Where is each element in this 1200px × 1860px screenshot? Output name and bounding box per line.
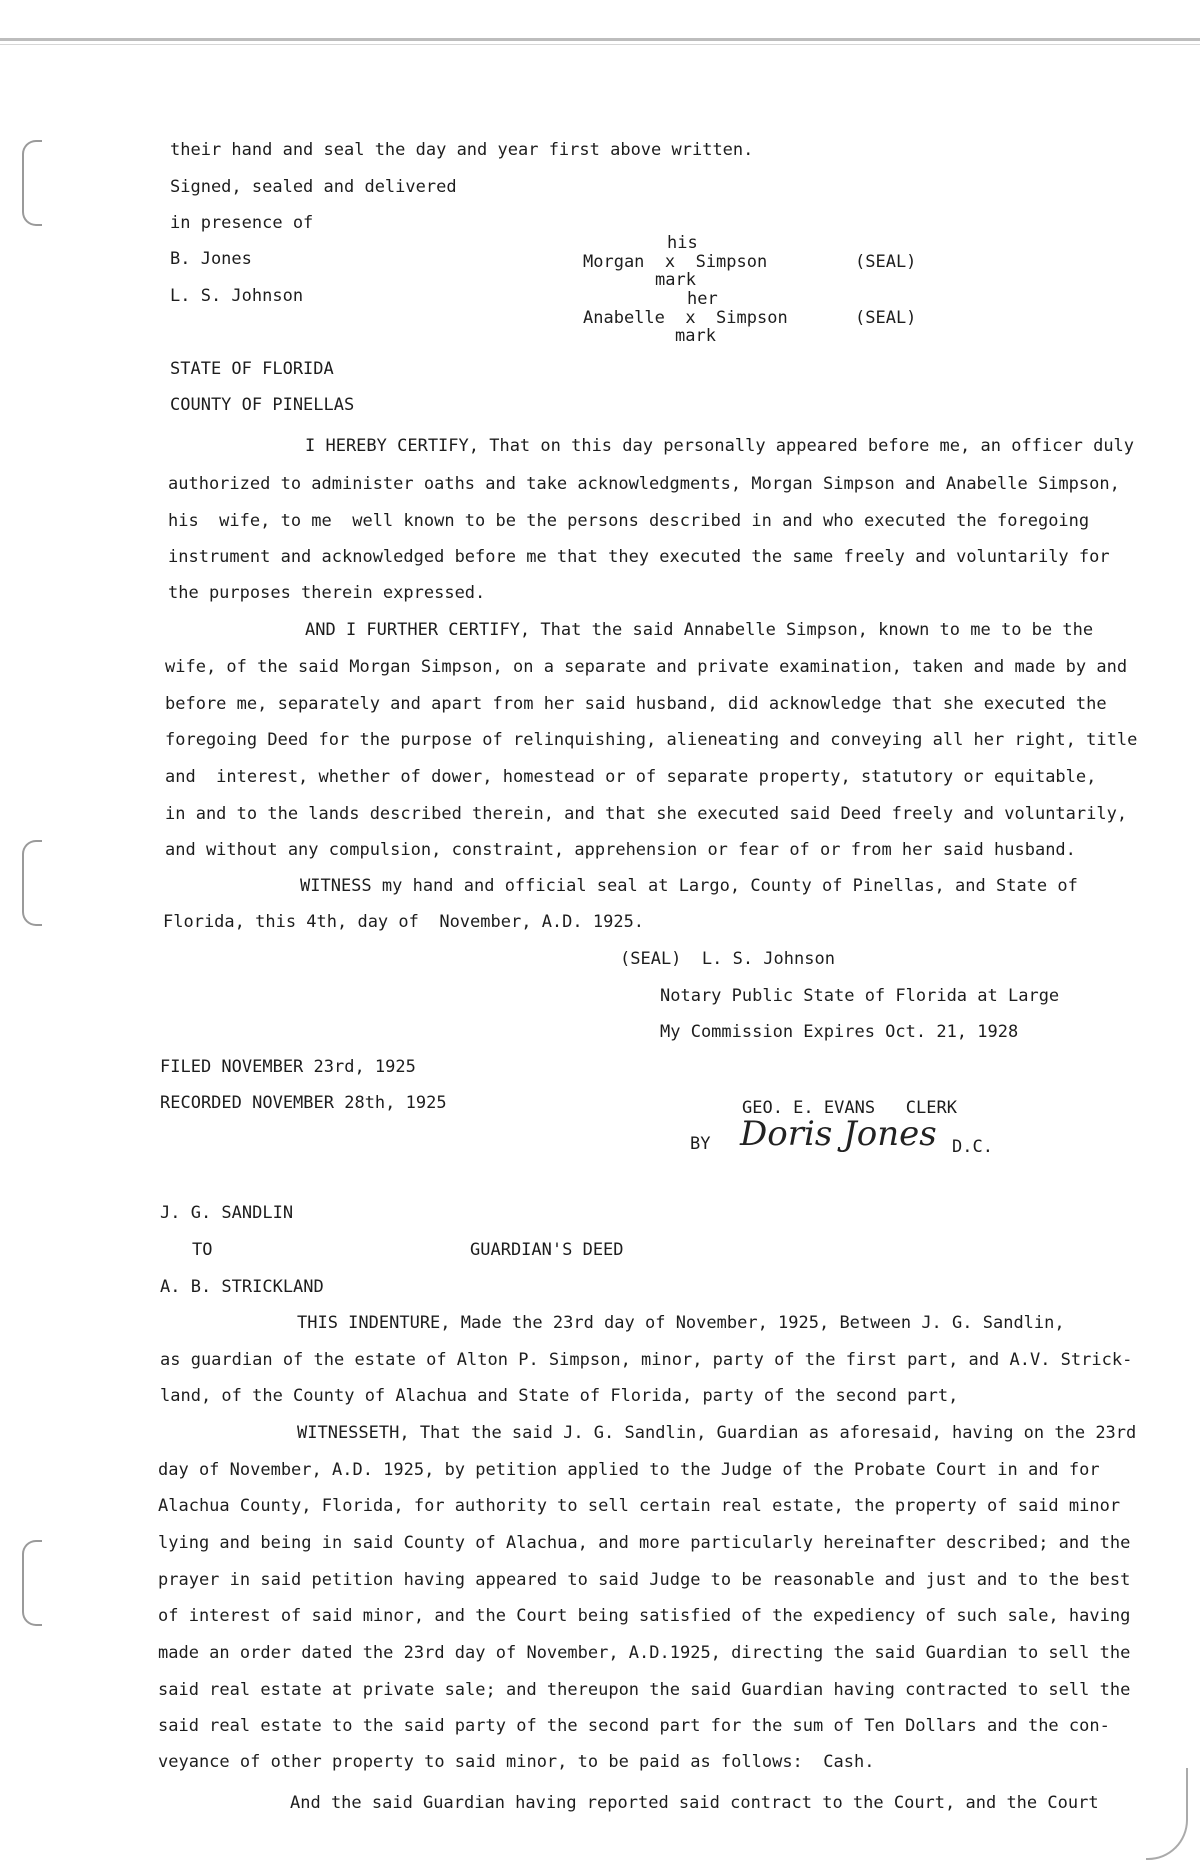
- grantor-seal: (SEAL): [855, 252, 917, 272]
- paragraph-line: THIS INDENTURE, Made the 23rd day of November, 1925, Between J. G. Sandlin,: [297, 1313, 1065, 1333]
- filed-date: FILED NOVEMBER 23rd, 1925: [160, 1057, 416, 1077]
- paragraph-line: land, of the County of Alachua and State of Florida, party of the second part,: [160, 1386, 959, 1406]
- paragraph-line: and interest, whether of dower, homestead or of separate property, statutory or equitable,: [165, 767, 1097, 787]
- grantor-her: her: [687, 289, 718, 309]
- paragraph-line: veyance of other property to said minor, to be paid as follows: Cash.: [158, 1752, 875, 1772]
- witness-name: B. Jones: [170, 249, 252, 269]
- notary-title: Notary Public State of Florida at Large: [660, 986, 1060, 1006]
- notary-name: (SEAL) L. S. Johnson: [620, 949, 835, 969]
- paragraph-line: wife, of the said Morgan Simpson, on a separate and private examination, taken and made by and: [165, 657, 1128, 677]
- page-corner-curl: [1146, 1768, 1188, 1860]
- paragraph-line: lying and being in said County of Alachua, and more particularly hereinafter described; and the: [158, 1533, 1131, 1553]
- paragraph-line: the purposes therein expressed.: [168, 583, 486, 603]
- witness-name: L. S. Johnson: [170, 286, 304, 306]
- paragraph-line: as guardian of the estate of Alton P. Simpson, minor, party of the first part, and A.V. Strick-: [160, 1350, 1133, 1370]
- grantor-his: his: [667, 233, 698, 253]
- recorded-date: RECORDED NOVEMBER 28th, 1925: [160, 1093, 447, 1113]
- paragraph-line: in and to the lands described therein, and that she executed said Deed freely and voluntarily,: [165, 804, 1128, 824]
- county-heading: COUNTY OF PINELLAS: [170, 395, 355, 415]
- paragraph-line: AND I FURTHER CERTIFY, That the said Annabelle Simpson, known to me to be the: [305, 620, 1094, 640]
- clerk-name: GEO. E. EVANS CLERK: [742, 1098, 957, 1118]
- paragraph-line: prayer in said petition having appeared to said Judge to be reasonable and just and to the best: [158, 1570, 1131, 1590]
- grantor-mark: mark: [675, 326, 716, 346]
- paragraph-line: before me, separately and apart from her said husband, did acknowledge that she executed the: [165, 694, 1107, 714]
- deed-title: GUARDIAN'S DEED: [470, 1240, 624, 1260]
- party-one: J. G. SANDLIN: [160, 1203, 294, 1223]
- text-line: Signed, sealed and delivered: [170, 177, 457, 197]
- paragraph-line: day of November, A.D. 1925, by petition applied to the Judge of the Probate Court in and for: [158, 1460, 1100, 1480]
- grantor-name: Morgan x Simpson: [583, 252, 768, 272]
- text-line: their hand and seal the day and year first above written.: [170, 140, 754, 160]
- paragraph-line: his wife, to me well known to be the persons described in and who executed the foregoing: [168, 511, 1090, 531]
- to-label: TO: [192, 1240, 213, 1260]
- top-rule: [0, 38, 1200, 41]
- paragraph-line: WITNESS my hand and official seal at Largo, County of Pinellas, and State of: [300, 876, 1078, 896]
- paragraph-line: foregoing Deed for the purpose of relinquishing, alieneating and conveying all her right, title: [165, 730, 1138, 750]
- binder-hole-2: [22, 840, 42, 926]
- clerk-signature: Doris Jones: [740, 1114, 937, 1154]
- paragraph-line: I HEREBY CERTIFY, That on this day personally appeared before me, an officer duly: [305, 436, 1135, 456]
- party-two: A. B. STRICKLAND: [160, 1277, 324, 1297]
- paragraph-line: WITNESSETH, That the said J. G. Sandlin, Guardian as aforesaid, having on the 23rd: [297, 1423, 1137, 1443]
- grantor-mark: mark: [655, 270, 696, 290]
- grantor-name: Anabelle x Simpson: [583, 308, 788, 328]
- paragraph-line: authorized to administer oaths and take acknowledgments, Morgan Simpson and Anabelle Simpson,: [168, 474, 1120, 494]
- paragraph-line: Alachua County, Florida, for authority to sell certain real estate, the property of said minor: [158, 1496, 1121, 1516]
- paragraph-line: instrument and acknowledged before me that they executed the same freely and voluntarily for: [168, 547, 1110, 567]
- binder-hole-3: [22, 1540, 42, 1626]
- top-rule-2: [0, 44, 1200, 45]
- paragraph-line: Florida, this 4th, day of November, A.D. 1925.: [163, 912, 645, 932]
- text-line: in presence of: [170, 213, 314, 233]
- dc-label: D.C.: [952, 1137, 993, 1157]
- binder-hole-1: [22, 140, 42, 226]
- paragraph-line: and without any compulsion, constraint, apprehension or fear of or from her said husband.: [165, 840, 1076, 860]
- state-heading: STATE OF FLORIDA: [170, 359, 334, 379]
- paragraph-line: made an order dated the 23rd day of November, A.D.1925, directing the said Guardian to sell the: [158, 1643, 1131, 1663]
- paragraph-line: And the said Guardian having reported said contract to the Court, and the Court: [290, 1793, 1099, 1813]
- paragraph-line: said real estate to the said party of the second part for the sum of Ten Dollars and the con-: [158, 1716, 1110, 1736]
- paragraph-line: said real estate at private sale; and thereupon the said Guardian having contracted to sell the: [158, 1680, 1131, 1700]
- grantor-seal: (SEAL): [855, 308, 917, 328]
- by-label: BY: [690, 1134, 711, 1154]
- paragraph-line: of interest of said minor, and the Court being satisfied of the expediency of such sale, having: [158, 1606, 1131, 1626]
- notary-commission: My Commission Expires Oct. 21, 1928: [660, 1022, 1019, 1042]
